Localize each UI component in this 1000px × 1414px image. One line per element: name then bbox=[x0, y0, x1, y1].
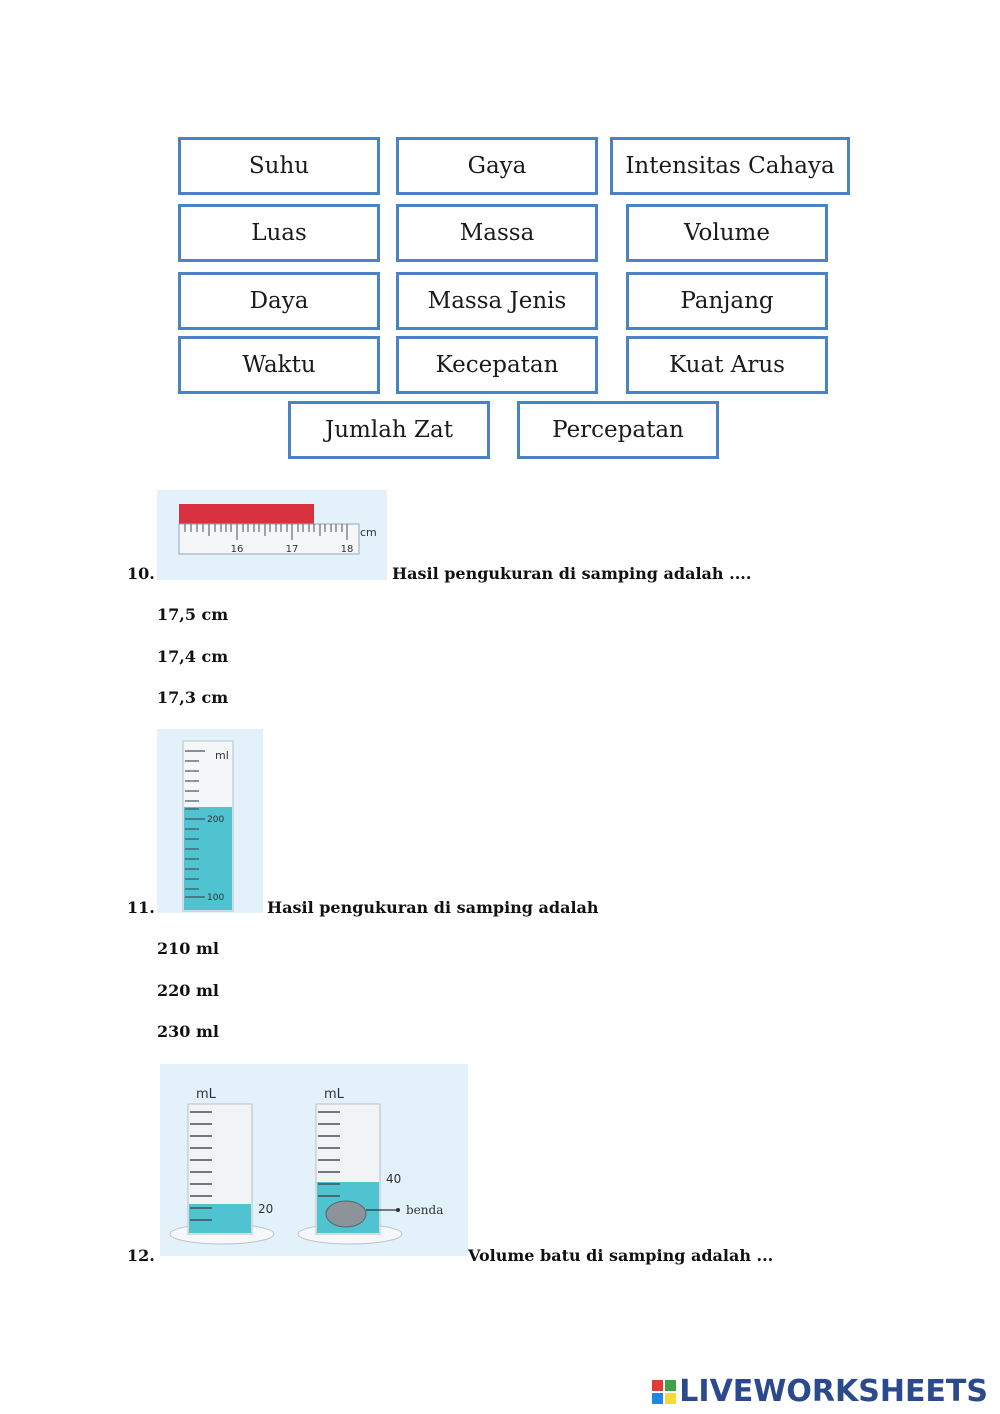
left-cylinder-unit: mL bbox=[196, 1087, 216, 1102]
left-level-label: 20 bbox=[258, 1202, 274, 1216]
question-10-text: Hasil pengukuran di samping adalah .... bbox=[392, 564, 752, 583]
cylinder-image bbox=[157, 729, 263, 913]
word-waktu[interactable]: Waktu bbox=[178, 336, 380, 394]
ruler-unit: cm bbox=[360, 526, 377, 539]
question-11-number: 11. bbox=[127, 898, 155, 917]
liveworksheets-logo bbox=[652, 1374, 988, 1409]
word-percepatan[interactable]: Percepatan bbox=[517, 401, 719, 459]
graduated-cylinder-figure bbox=[157, 729, 263, 913]
cylinder-label-100: 100 bbox=[207, 893, 225, 903]
word-massa-jenis[interactable]: Massa Jenis bbox=[396, 272, 598, 330]
word-volume[interactable]: Volume bbox=[626, 204, 828, 262]
question-11-option-3[interactable]: 230 ml bbox=[157, 1022, 219, 1041]
liveworksheets-logo-icon bbox=[652, 1380, 676, 1404]
ruler-image bbox=[157, 490, 387, 580]
word-kuat-arus[interactable]: Kuat Arus bbox=[626, 336, 828, 394]
question-11-option-2[interactable]: 220 ml bbox=[157, 981, 219, 1000]
word-daya[interactable]: Daya bbox=[178, 272, 380, 330]
ruler-tick-17: 17 bbox=[285, 544, 299, 555]
word-kecepatan[interactable]: Kecepatan bbox=[396, 336, 598, 394]
question-11-option-1[interactable]: 210 ml bbox=[157, 939, 219, 958]
object-label: benda bbox=[406, 1203, 444, 1217]
cylinder-unit: ml bbox=[215, 749, 229, 762]
right-level-label: 40 bbox=[386, 1172, 402, 1186]
ruler-tick-18: 18 bbox=[340, 544, 354, 555]
question-12-number: 12. bbox=[127, 1246, 155, 1265]
word-massa[interactable]: Massa bbox=[396, 204, 598, 262]
displacement-image bbox=[160, 1064, 468, 1256]
question-10-option-3[interactable]: 17,3 cm bbox=[157, 688, 229, 707]
word-suhu[interactable]: Suhu bbox=[178, 137, 380, 195]
word-intensitas-cahaya[interactable]: Intensitas Cahaya bbox=[610, 137, 850, 195]
word-jumlah-zat[interactable]: Jumlah Zat bbox=[288, 401, 490, 459]
cylinder-label-200: 200 bbox=[207, 815, 225, 825]
question-12-text: Volume batu di samping adalah ... bbox=[468, 1246, 774, 1265]
word-luas[interactable]: Luas bbox=[178, 204, 380, 262]
right-cylinder-unit: mL bbox=[324, 1087, 344, 1102]
question-10-option-2[interactable]: 17,4 cm bbox=[157, 647, 229, 666]
word-gaya[interactable]: Gaya bbox=[396, 137, 598, 195]
question-10-number: 10. bbox=[127, 564, 155, 583]
ruler-figure bbox=[157, 490, 387, 580]
displacement-figure bbox=[160, 1064, 468, 1256]
word-panjang[interactable]: Panjang bbox=[626, 272, 828, 330]
ruler-tick-16: 16 bbox=[230, 544, 244, 555]
question-11-text: Hasil pengukuran di samping adalah bbox=[267, 898, 599, 917]
liveworksheets-logo-text: LIVEWORKSHEETS bbox=[679, 1374, 988, 1409]
question-10-option-1[interactable]: 17,5 cm bbox=[157, 605, 229, 624]
